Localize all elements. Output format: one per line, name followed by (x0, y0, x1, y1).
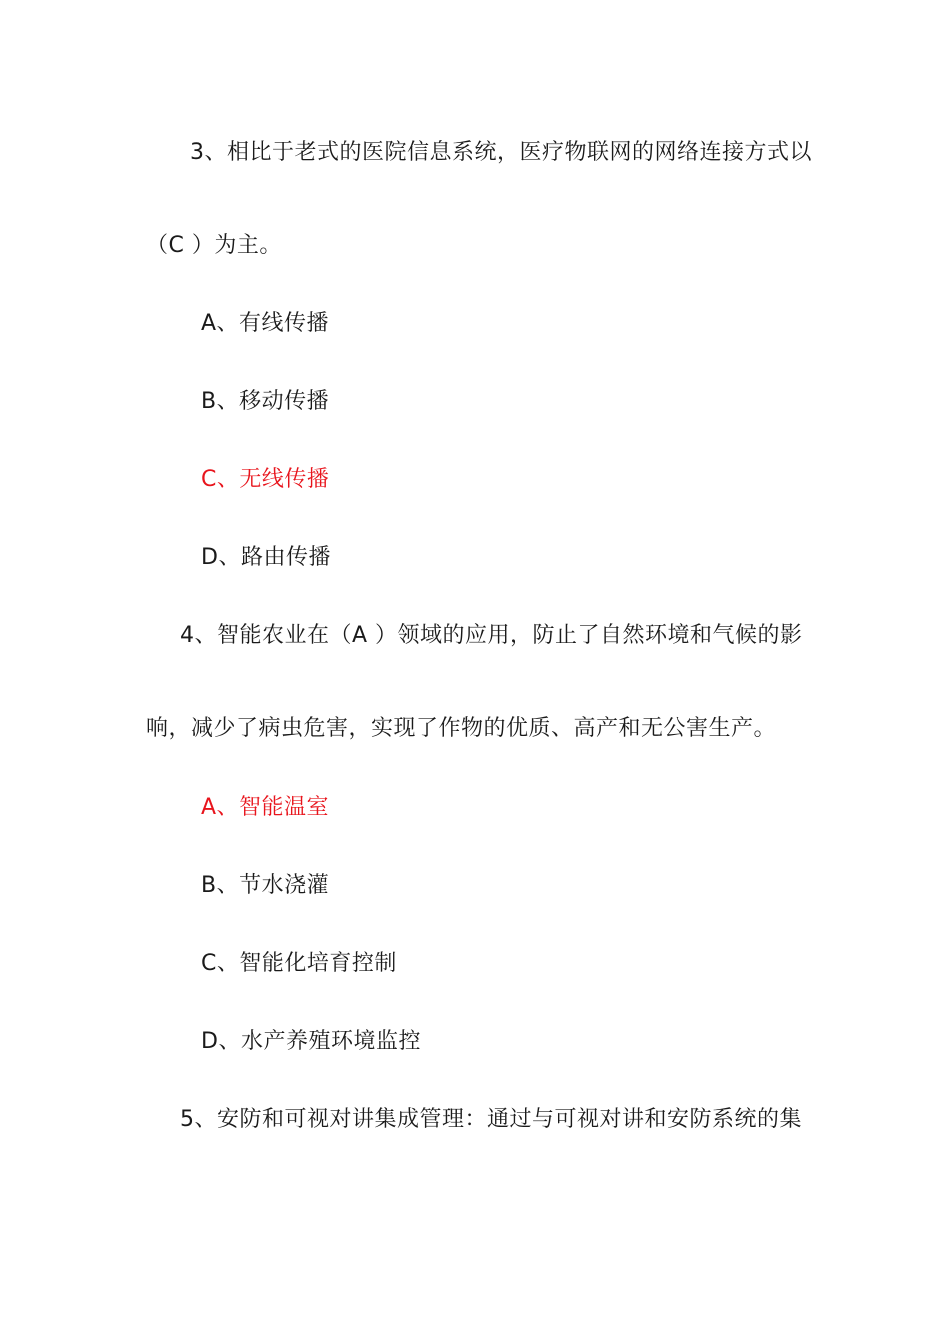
question-4-option-c: C、智能化培育控制 (201, 951, 397, 976)
question-3-option-a: A、有线传播 (201, 311, 330, 336)
question-5-stem-line-1: 5、安防和可视对讲集成管理：通过与可视对讲和安防系统的集 (180, 1107, 802, 1132)
question-4-stem-line-2: 响，减少了病虫危害，实现了作物的优质、高产和无公害生产。 (146, 716, 777, 741)
question-3-stem-line-2: （C ）为主。 (146, 233, 282, 258)
question-4-option-a-correct: A、智能温室 (201, 795, 330, 820)
question-3-option-c-correct: C、无线传播 (201, 467, 330, 492)
question-4-stem-line-1: 4、智能农业在（A ）领域的应用，防止了自然环境和气候的影 (180, 623, 803, 648)
question-4-option-d: D、水产养殖环境监控 (201, 1029, 421, 1054)
question-3-option-d: D、路由传播 (201, 545, 331, 570)
question-3-option-b: B、移动传播 (201, 389, 330, 414)
question-4-option-b: B、节水浇灌 (201, 873, 330, 898)
question-3-stem-line-1: 3、相比于老式的医院信息系统，医疗物联网的网络连接方式以 (190, 140, 812, 165)
